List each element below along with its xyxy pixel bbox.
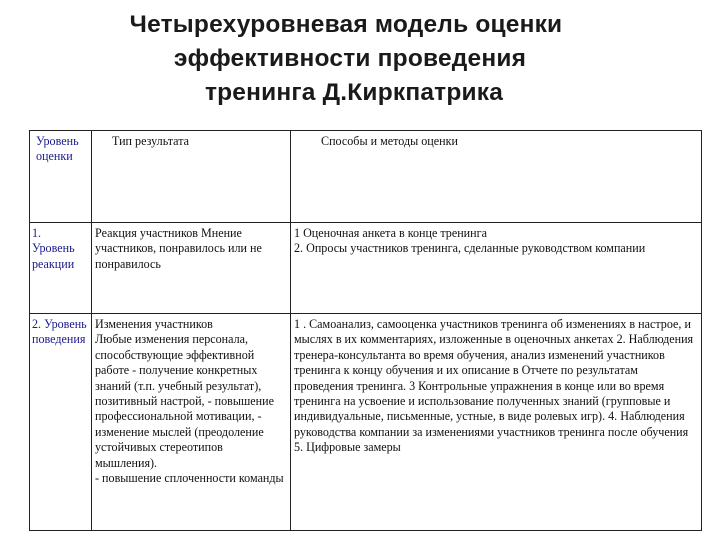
row-result-cell: Изменения участников Любые изменения персонала, способствующие эффективной работе - получение конкретных знаний (т.п. учебный результат), позитивный настрой, - повышение профессиональной мотивации, - изменение мыслей (преодоление устойчивых стереотипов мышления). - повышение сплоченности команды (92, 314, 291, 531)
header-result-type: Тип результата (92, 131, 291, 223)
title-line-1: Четырехуровневая модель оценки (129, 11, 563, 38)
table-row (30, 314, 702, 531)
table-header-row (30, 131, 702, 223)
title-line-2: эффективности проведения (173, 45, 527, 72)
header-methods: Способы и методы оценки (291, 131, 702, 223)
kirkpatrick-table (29, 130, 702, 531)
header-level: Уровень оценки (30, 131, 92, 223)
row-methods-cell: 1 . Самоанализ, самооценка участников тренинга об изменениях в настрое, и мыслях в их комментариях, изложенные в оценочных анкетах 2. Наблюдения тренера-консультанта во время обучения, анализ изменений участников тренинга к концу обучения и их описание в Отчете по результатам проведения тренинга. 3 Контрольные упражнения в конце или во время тренинга на усвоение и использование полученных знаний (групповые и индивидуальные, письменные, устные, в виде ролевых игр). 4. Наблюдения руководства компании за изменениями участников тренинга после обучения 5. Цифровые замеры (291, 314, 702, 531)
row-level-cell: 2. Уровень поведения (30, 314, 92, 531)
row-result-cell: Реакция участников Мнение участников, понравилось или не понравилось (92, 223, 291, 314)
row-methods-cell: 1 Оценочная анкета в конце тренинга 2. Опросы участников тренинга, сделанные руководством компании (291, 223, 702, 314)
title-line-3: тренинга Д.Киркпатрика (204, 79, 504, 106)
row-level-cell: 1. Уровень реакции (30, 223, 92, 314)
slide-title (0, 8, 720, 110)
table-row (30, 223, 702, 314)
